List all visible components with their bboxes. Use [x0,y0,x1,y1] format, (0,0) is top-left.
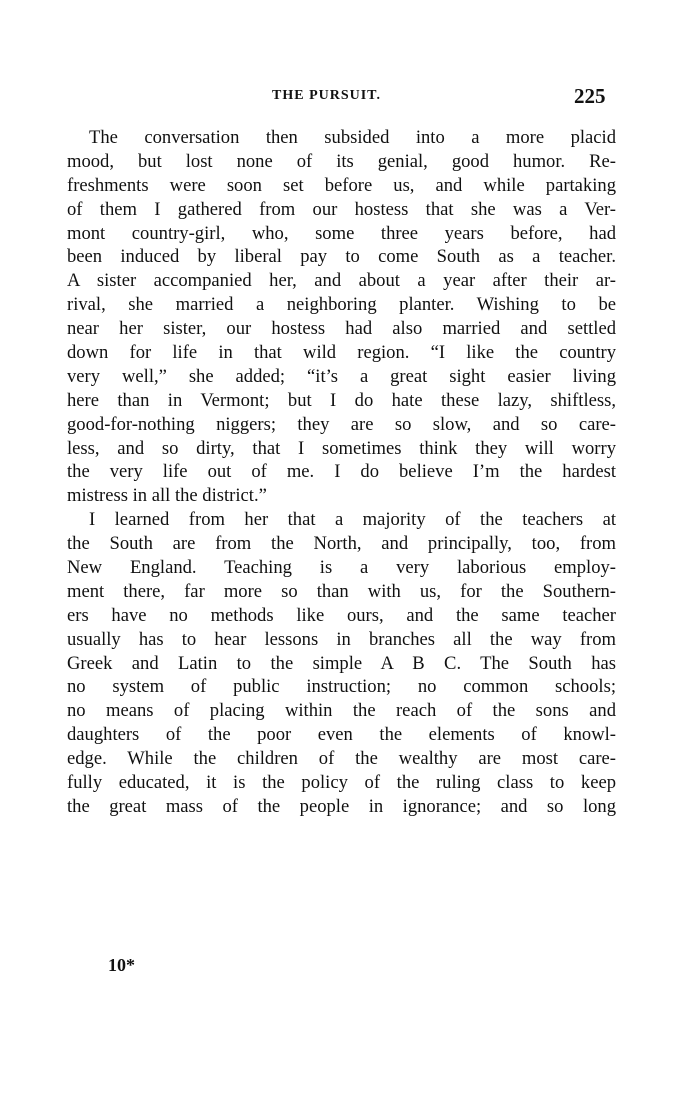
text-line: mistress in all the district.” [67,485,267,507]
text-line: ers have no methods like ours, and the same teacher [67,604,616,626]
text-line: The conversation then subsided into a more placid [89,127,616,148]
text-line: less, and so dirty, that I sometimes think they will worry [67,437,616,459]
running-head [0,84,682,112]
text-line: here than in Vermont; but I do hate these lazy, shiftless, [67,389,616,411]
text-line: the South are from the North, and principally, too, from [67,533,616,555]
text-line: I learned from her that a majority of the teachers at [89,509,616,531]
body-text [67,126,616,819]
text-line: down for life in that wild region. “I like the country [67,342,616,364]
text-line: good-for-nothing niggers; they are so slow, and so care- [67,413,616,435]
text-line: freshments were soon set before us, and while partaking [67,174,616,196]
text-line: no means of placing within the reach of the sons and [67,700,616,722]
text-line: been induced by liberal pay to come South as a teacher. [67,246,616,268]
text-line: of them I gathered from our hostess that she was a Ver- [67,198,616,220]
text-line: the very life out of me. I do believe I’m the hardest [67,461,616,483]
text-line: rival, she married a neighboring planter. Wishing to be [67,294,616,316]
text-line: ment there, far more so than with us, for the Southern- [67,580,616,602]
text-line: usually has to hear lessons in branches all the way from [67,628,616,650]
text-line: mont country-girl, who, some three years before, had [67,222,616,244]
text-line: no system of public instruction; no common schools; [67,676,616,698]
text-line: New England. Teaching is a very laborious employ- [67,557,616,579]
text-line: the great mass of the people in ignorance; and so long [67,795,616,817]
text-line: Greek and Latin to the simple A B C. The South has [67,652,616,674]
signature-mark: 10* [108,955,135,975]
running-title: THE PURSUIT. [272,88,381,103]
text-line: A sister accompanied her, and about a year after their ar- [67,270,616,292]
page-number: 225 [574,84,606,108]
text-line: mood, but lost none of its genial, good humor. Re- [67,150,616,172]
text-line: fully educated, it is the policy of the ruling class to keep [67,772,616,794]
text-line: near her sister, our hostess had also married and settled [67,318,616,340]
text-line: very well,” she added; “it’s a great sight easier living [67,365,616,387]
text-line: edge. While the children of the wealthy are most care- [67,748,616,770]
text-line: daughters of the poor even the elements of knowl- [67,724,616,746]
